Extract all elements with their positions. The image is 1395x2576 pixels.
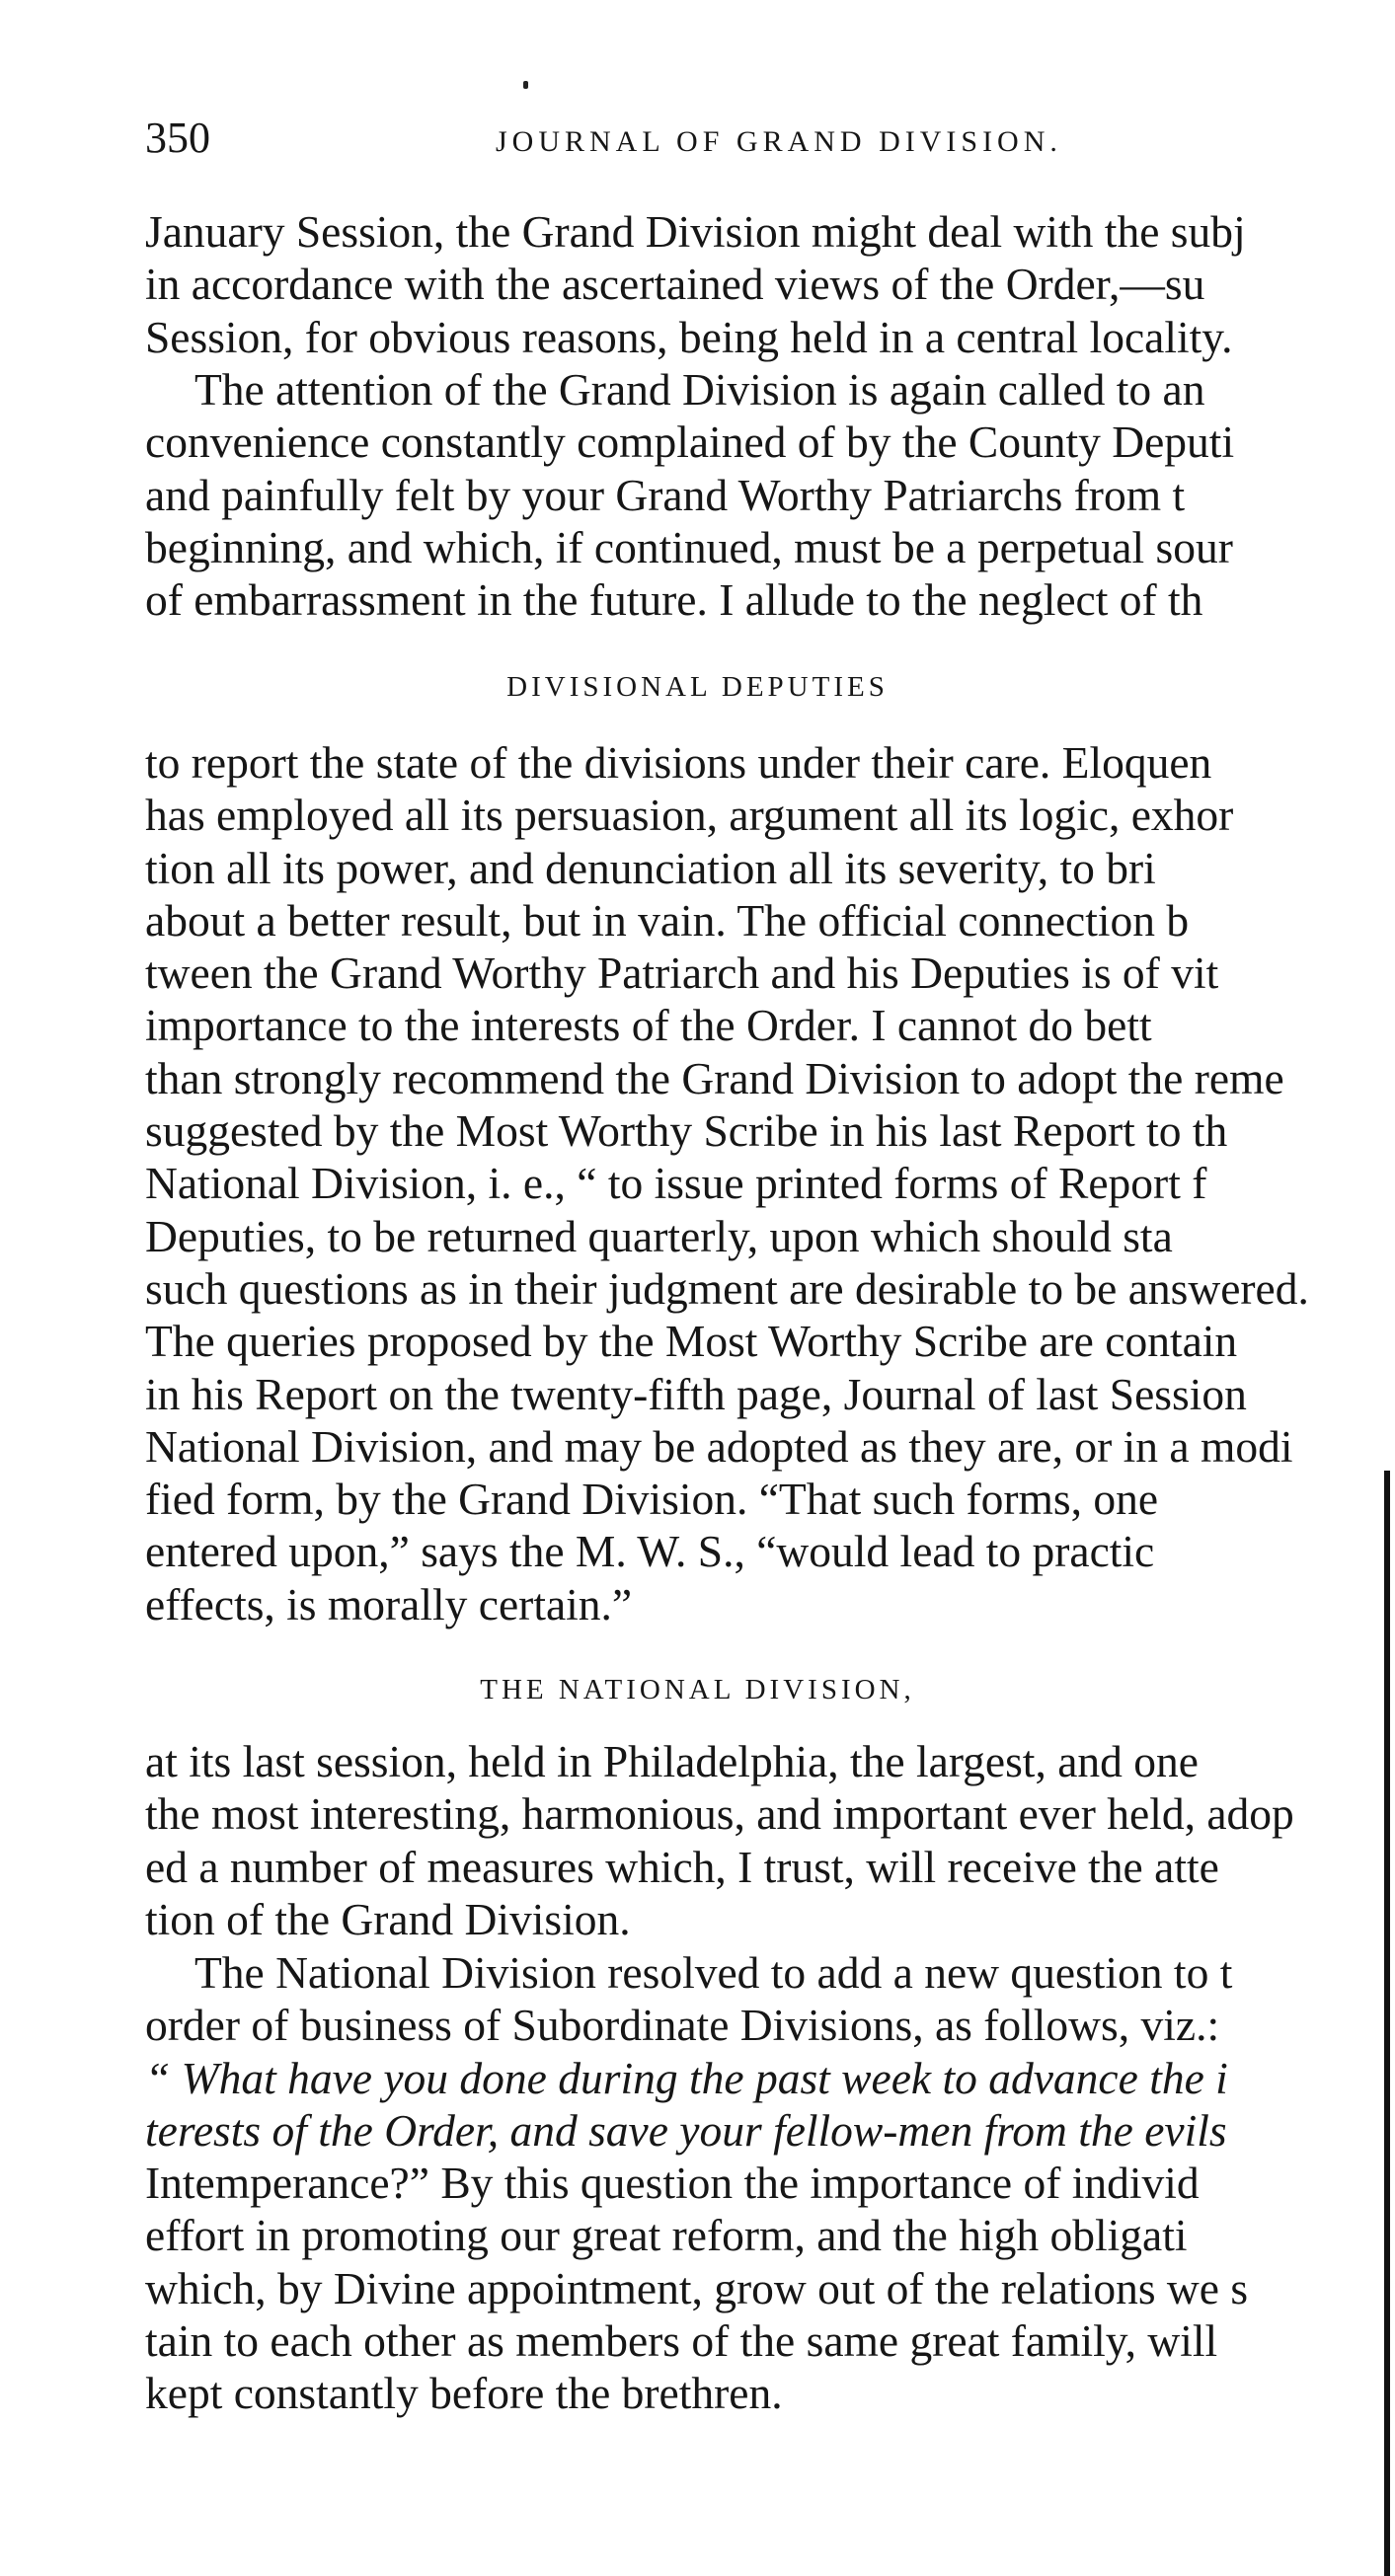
running-head: JOURNAL OF GRAND DIVISION. bbox=[496, 125, 1062, 158]
text-line: tion of the Grand Division. bbox=[145, 1893, 631, 1944]
paragraph-5 bbox=[145, 1946, 1394, 2420]
page-header bbox=[145, 111, 1132, 170]
text-line: The queries proposed by the Most Worthy Scribe are contain bbox=[145, 1316, 1238, 1367]
paragraph-3 bbox=[145, 736, 1394, 1630]
text-line: National Division, and may be adopted as they are, or in a modi bbox=[145, 1420, 1293, 1472]
text-line: of embarrassment in the future. I allude to the neglect of th bbox=[145, 574, 1203, 626]
text-line: January Session, the Grand Division might deal with the subj bbox=[145, 206, 1246, 257]
text-line: National Division, i. e., “ to issue printed forms of Report f bbox=[145, 1158, 1207, 1209]
text-line: “ What have you done during the past week to advance the i bbox=[145, 2052, 1228, 2103]
page-edge-rule bbox=[1384, 1471, 1390, 2576]
text-line: in accordance with the ascertained views of the Order,—su bbox=[145, 259, 1205, 310]
text-line: ed a number of measures which, I trust, will receive the atte bbox=[145, 1841, 1219, 1892]
text-line: Deputies, to be returned quarterly, upon which should sta bbox=[145, 1210, 1173, 1261]
text-line: fied form, by the Grand Division. “That such forms, one bbox=[145, 1474, 1159, 1525]
section-heading-national-division: THE NATIONAL DIVISION, bbox=[480, 1674, 915, 1705]
text-line: effects, is morally certain.” bbox=[145, 1578, 633, 1629]
text-line: The attention of the Grand Division is again called to an bbox=[194, 364, 1205, 415]
text-line: order of business of Subordinate Divisions, as follows, viz.: bbox=[145, 2000, 1220, 2051]
text-line: suggested by the Most Worthy Scribe in his last Report to th bbox=[145, 1105, 1228, 1157]
text-line: tain to each other as members of the same great family, will bbox=[145, 2315, 1218, 2367]
text-line: and painfully felt by your Grand Worthy Patriarchs from t bbox=[145, 469, 1186, 520]
text-line: effort in promoting our great reform, and the high obligati bbox=[145, 2210, 1188, 2261]
text-line: beginning, and which, if continued, must be a perpetual sour bbox=[145, 521, 1233, 572]
section-heading-divisional-deputies: DIVISIONAL DEPUTIES bbox=[506, 671, 889, 703]
text-line: than strongly recommend the Grand Division to adopt the reme bbox=[145, 1052, 1284, 1103]
text-line: terests of the Order, and save your fellow-men from the evils bbox=[145, 2104, 1227, 2156]
paragraph-4 bbox=[145, 1735, 1394, 1945]
text-line: at its last session, held in Philadelphia, the largest, and one bbox=[145, 1736, 1199, 1786]
text-line: Intemperance?” By this question the importance of individ bbox=[145, 2158, 1200, 2209]
paragraph-1 bbox=[145, 205, 1394, 363]
paragraph-2 bbox=[145, 363, 1394, 626]
text-line: the most interesting, harmonious, and important ever held, adop bbox=[145, 1788, 1294, 1840]
text-line: kept constantly before the brethren. bbox=[145, 2368, 783, 2419]
text-line: which, by Divine appointment, grow out of the relations we s bbox=[145, 2262, 1249, 2313]
text-line: The National Division resolved to add a new question to t bbox=[194, 1947, 1233, 1998]
text-line: in his Report on the twenty-fifth page, Journal of last Session bbox=[145, 1368, 1247, 1419]
text-line: Session, for obvious reasons, being held in a central locality. bbox=[145, 311, 1233, 362]
text-line: such questions as in their judgment are desirable to be answered. bbox=[145, 1262, 1309, 1314]
text-line: has employed all its persuasion, argument all its logic, exhor bbox=[145, 790, 1234, 841]
text-line: tween the Grand Worthy Patriarch and his Deputies is of vit bbox=[145, 947, 1219, 999]
ink-speck bbox=[523, 81, 528, 89]
text-line: entered upon,” says the M. W. S., “would lead to practic bbox=[145, 1526, 1155, 1577]
text-line: convenience constantly complained of by the County Deputi bbox=[145, 417, 1235, 468]
text-line: tion all its power, and denunciation all its severity, to bri bbox=[145, 842, 1156, 893]
text-line: about a better result, but in vain. The official connection b bbox=[145, 894, 1190, 946]
text-line: to report the state of the divisions under their care. Eloquen bbox=[145, 737, 1212, 788]
text-line: importance to the interests of the Order. I cannot do bett bbox=[145, 1000, 1152, 1051]
page-number: 350 bbox=[145, 114, 210, 162]
